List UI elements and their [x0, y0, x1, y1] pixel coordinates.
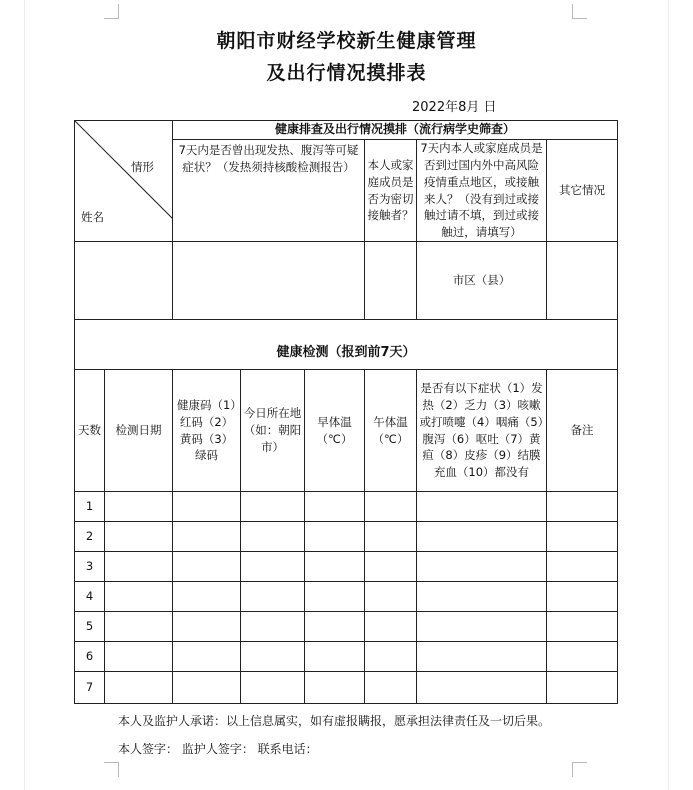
cell-location[interactable] — [241, 522, 305, 552]
day-number: 7 — [75, 672, 105, 704]
cell-code[interactable] — [173, 582, 241, 612]
input-other-answer[interactable] — [547, 242, 618, 320]
day-number: 3 — [75, 552, 105, 582]
cell-location[interactable] — [241, 612, 305, 642]
col-day: 天数 — [75, 370, 105, 492]
cell-symptoms[interactable] — [417, 552, 547, 582]
cell-code[interactable] — [173, 612, 241, 642]
diagonal-header-cell — [75, 121, 173, 242]
cell-code[interactable] — [173, 492, 241, 522]
cell-location[interactable] — [241, 492, 305, 522]
cell-pm-temp[interactable] — [365, 612, 417, 642]
cell-symptoms[interactable] — [417, 492, 547, 522]
cell-date[interactable] — [105, 552, 173, 582]
day-number: 6 — [75, 642, 105, 672]
input-travel-answer[interactable] — [417, 242, 547, 320]
city-county-hint: 市区（县） — [452, 273, 511, 288]
input-name[interactable] — [75, 242, 173, 320]
col-noon-temp: 午体温（℃） — [365, 370, 417, 492]
cell-date[interactable] — [105, 492, 173, 522]
cell-symptoms[interactable] — [417, 672, 547, 704]
form-date: 2022年8月 日 — [412, 100, 497, 115]
cell-pm-temp[interactable] — [365, 672, 417, 704]
cell-date[interactable] — [105, 642, 173, 672]
cell-date[interactable] — [105, 582, 173, 612]
cell-remarks[interactable] — [547, 522, 618, 552]
cell-code[interactable] — [173, 522, 241, 552]
cell-location[interactable] — [241, 672, 305, 704]
col-check-date: 检测日期 — [105, 370, 173, 492]
cell-symptoms[interactable] — [417, 642, 547, 672]
cell-remarks[interactable] — [547, 552, 618, 582]
input-close-contact-answer[interactable] — [365, 242, 417, 320]
cell-pm-temp[interactable] — [365, 492, 417, 522]
crop-mark-top-right — [572, 4, 587, 19]
cell-code[interactable] — [173, 672, 241, 704]
signature-line: 本人签字： 监护人签字： 联系电话： — [118, 742, 318, 756]
crop-mark-bottom-left — [104, 762, 119, 777]
col-symptoms-list: 是否有以下症状（1）发热（2）乏力（3）咳嗽或打喷嚏（4）咽痛（5）腹泻（6）呕吐（7）黄疸（8）皮疹（9）结膜充血（10）都没有 — [417, 370, 547, 492]
col-morning-temp: 早体温（℃） — [305, 370, 365, 492]
section1-header: 健康排查及出行情况摸排（流行病学史筛查） — [173, 121, 618, 140]
cell-symptoms[interactable] — [417, 582, 547, 612]
cell-am-temp[interactable] — [305, 522, 365, 552]
table-row — [75, 522, 618, 552]
crop-mark-bottom-right — [572, 762, 587, 777]
cell-date[interactable] — [105, 672, 173, 704]
page-edge-right — [668, 0, 669, 790]
table-row — [75, 672, 618, 704]
cell-remarks[interactable] — [547, 492, 618, 522]
table-row — [75, 582, 618, 612]
col-other: 其它情况 — [547, 140, 618, 242]
col-travel-history: 7天内本人或家庭成员是否到过国内外中高风险疫情重点地区，或接触来人？（没有到过或接触过请不填，到过或接触过，请填写） — [417, 140, 547, 242]
col-location: 今日所在地（如：朝阳市） — [241, 370, 305, 492]
health-form-table — [74, 120, 618, 704]
day-number: 1 — [75, 492, 105, 522]
cell-am-temp[interactable] — [305, 672, 365, 704]
table-row — [75, 642, 618, 672]
cell-am-temp[interactable] — [305, 612, 365, 642]
cell-remarks[interactable] — [547, 642, 618, 672]
corner-label-situation: 情形 — [131, 160, 154, 174]
cell-am-temp[interactable] — [305, 492, 365, 522]
cell-remarks[interactable] — [547, 672, 618, 704]
day-number: 2 — [75, 522, 105, 552]
col-health-code: 健康码（1）红码（2）黄码（3）绿码 — [173, 370, 241, 492]
cell-pm-temp[interactable] — [365, 552, 417, 582]
table-row — [75, 552, 618, 582]
input-symptoms-answer[interactable] — [173, 242, 365, 320]
cell-date[interactable] — [105, 522, 173, 552]
document-subtitle: 及出行情况摸排表 — [266, 62, 427, 84]
cell-remarks[interactable] — [547, 582, 618, 612]
page-edge-left — [24, 0, 25, 790]
cell-code[interactable] — [173, 642, 241, 672]
cell-date[interactable] — [105, 612, 173, 642]
cell-pm-temp[interactable] — [365, 582, 417, 612]
corner-label-name: 姓名 — [81, 210, 104, 224]
col-remarks: 备注 — [547, 370, 618, 492]
cell-location[interactable] — [241, 582, 305, 612]
cell-location[interactable] — [241, 552, 305, 582]
cell-symptoms[interactable] — [417, 522, 547, 552]
crop-mark-top-left — [104, 4, 119, 19]
pledge-text: 本人及监护人承诺：以上信息属实，如有虚报瞒报，愿承担法律责任及一切后果。 — [118, 714, 551, 728]
section2-header: 健康检测（报到前7天） — [75, 320, 618, 370]
day-number: 5 — [75, 612, 105, 642]
cell-pm-temp[interactable] — [365, 522, 417, 552]
col-close-contact: 本人或家庭成员是否为密切接触者？ — [365, 140, 417, 242]
col-symptoms-question: 7天内是否曾出现发热、腹泻等可疑症状？（发热须持核酸检测报告） — [173, 140, 365, 242]
table-row — [75, 612, 618, 642]
cell-am-temp[interactable] — [305, 642, 365, 672]
cell-symptoms[interactable] — [417, 612, 547, 642]
cell-remarks[interactable] — [547, 612, 618, 642]
cell-am-temp[interactable] — [305, 552, 365, 582]
cell-location[interactable] — [241, 642, 305, 672]
cell-code[interactable] — [173, 552, 241, 582]
table-row — [75, 492, 618, 522]
document-title: 朝阳市财经学校新生健康管理 — [216, 30, 477, 52]
cell-pm-temp[interactable] — [365, 642, 417, 672]
day-number: 4 — [75, 582, 105, 612]
cell-am-temp[interactable] — [305, 582, 365, 612]
